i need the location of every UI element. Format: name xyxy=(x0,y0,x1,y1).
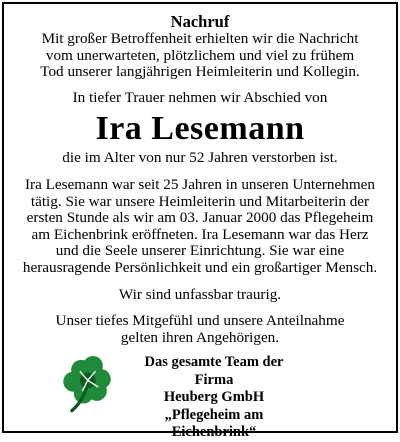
tribute-line: ersten Stunde als wir am 03. Januar 2000 das Pflegeheim xyxy=(26,209,374,227)
signature-line: Das gesamte Team der Firma xyxy=(144,354,284,388)
tribute-paragraph xyxy=(14,177,386,277)
tribute-line: und die Seele unserer Einrichtung. Sie war eine xyxy=(55,242,345,260)
notice-heading: Nachruf xyxy=(170,12,230,31)
intro-line: vom unerwarteten, plötzlichem und viel zu frühem xyxy=(45,46,355,64)
company-name: Heuberg GmbH xyxy=(163,389,265,406)
intro-paragraph xyxy=(14,31,386,81)
farewell-line: In tiefer Trauer nehmen wir Abschied von xyxy=(72,88,328,106)
tribute-line: Ira Lesemann war seit 25 Jahren in unseren Unternehmen xyxy=(24,175,376,193)
obituary-notice xyxy=(2,2,398,441)
sympathy-paragraph xyxy=(14,313,386,346)
tribute-line: am Eichenbrink eröffneten. Ira Lesemann war das Herz xyxy=(31,225,369,243)
sympathy-line: Unser tiefes Mitgefühl und unsere Anteilnahme xyxy=(55,312,345,330)
four-leaf-clover-icon xyxy=(56,350,122,416)
notice-footer xyxy=(14,354,386,441)
intro-line: Mit großer Betroffenheit erhielten wir die Nachricht xyxy=(41,30,359,47)
sympathy-line: gelten ihren Angehörigen. xyxy=(120,328,280,346)
facility-name: „Pflegeheim am Eichenbrink“ xyxy=(164,406,264,441)
signature-block xyxy=(124,354,304,442)
sorrow-line: Wir sind unfassbar traurig. xyxy=(118,285,282,303)
tribute-line: herausragende Persönlichkeit und ein großartiger Mensch. xyxy=(22,258,378,276)
age-line: die im Alter von nur 52 Jahren verstorben ist. xyxy=(62,149,338,167)
intro-line: Tod unserer langjährigen Heimleiterin und Kollegin. xyxy=(40,63,360,81)
tribute-line: tätig. Sie war unsere Heimleiterin und Mitarbeiterin der xyxy=(30,192,370,210)
deceased-name: Ira Lesemann xyxy=(95,110,305,148)
obituary-content xyxy=(4,4,396,441)
